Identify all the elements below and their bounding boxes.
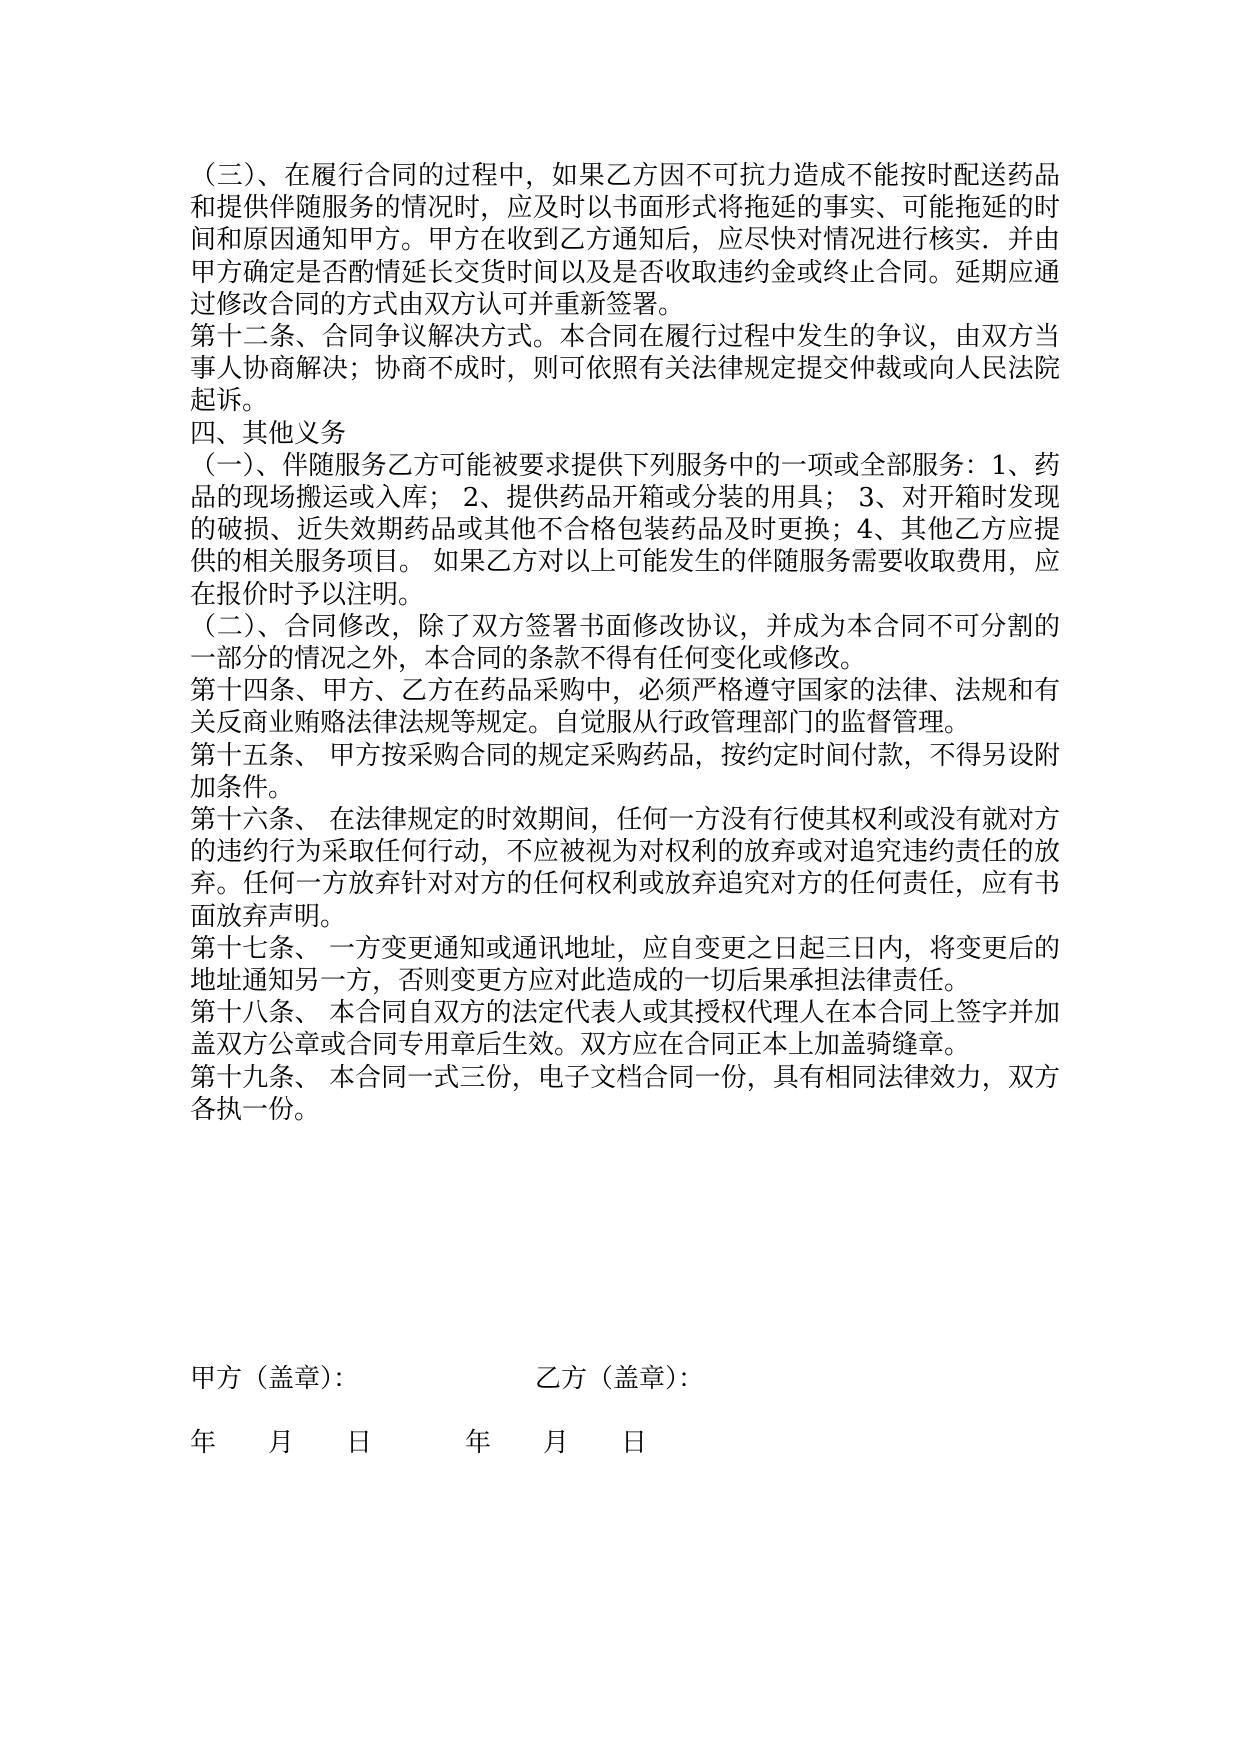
paragraph-article-17: 第十七条、 一方变更通知或通讯地址，应自变更之日起三日内，将变更后的地址通知另一方，否则变更方应对此造成的一切后果承担法律责任。 <box>190 933 1060 997</box>
section-heading-other-obligations: 四、其他义务 <box>190 418 347 449</box>
party-a-seal-label: 甲方（盖章）： <box>190 1364 360 1394</box>
paragraph-article-15: 第十五条、 甲方按采购合同的规定采购药品，按约定时间付款，不得另设附加条件。 <box>190 740 1060 803</box>
paragraph-article-16: 第十六条、 在法律规定的时效期间，任何一方没有行使其权利或没有就对方的违约行为采取任何行动，不应被视为对权利的放弃或对追究违约责任的放弃。任何一方放弃针对对方的任何权利或放弃追究对方的任何责任，应有书面放弃声明。 <box>190 805 1060 932</box>
party-a-date: 年 月 日 <box>190 1428 373 1458</box>
date-row <box>190 1427 648 1555</box>
paragraph-contract-amendment: （二）、合同修改，除了双方签署书面修改协议，并成为本合同不可分割的一部分的情况之外，本合同的条款不得有任何变化或修改。 <box>190 611 1060 675</box>
paragraph-force-majeure: （三）、在履行合同的过程中，如果乙方因不可抗力造成不能按时配送药品和提供伴随服务的情况时，应及时以书面形式将拖延的事实、可能拖延的时间和原因通知甲方。甲方在收到乙方通知后，应尽快对情况进行核实．并由甲方确定是否酌情延长交货时间以及是否收取违约金或终止合同。延期应通过修改合同的方式由双方认可并重新签署。 <box>190 161 1060 320</box>
paragraph-article-14: 第十四条、甲方、乙方在药品采购中，必须严格遵守国家的法律、法规和有关反商业贿赂法律法规等规定。自觉服从行政管理部门的监督管理。 <box>190 676 1060 739</box>
paragraph-accompanying-services: （一）、伴随服务乙方可能被要求提供下列服务中的一项或全部服务：1、药品的现场搬运或入库； 2、提供药品开箱或分装的用具； 3、对开箱时发现的破损、近失效期药品或其他不合格包装药品及时更换；4、其他乙方应提供的相关服务项目。 如果乙方对以上可能发生的伴随服务需要收取费用，应在报价时予以注明。 <box>190 450 1060 610</box>
contract-body <box>190 160 1060 1126</box>
paragraph-article-18: 第十八条、 本合同自双方的法定代表人或其授权代理人在本合同上签字并加盖双方公章或合同专用章后生效。双方应在合同正本上加盖骑缝章。 <box>190 998 1060 1061</box>
party-b-seal-label: 乙方（盖章）： <box>535 1364 705 1394</box>
paragraph-article-12: 第十二条、合同争议解决方式。本合同在履行过程中发生的争议，由双方当事人协商解决；协商不成时，则可依照有关法律规定提交仲裁或向人民法院起诉。 <box>190 322 1060 417</box>
paragraph-article-19: 第十九条、 本合同一式三份，电子文档合同一份，具有相同法律效力，双方各执一份。 <box>190 1062 1060 1125</box>
party-b-date: 年 月 日 <box>465 1428 648 1458</box>
